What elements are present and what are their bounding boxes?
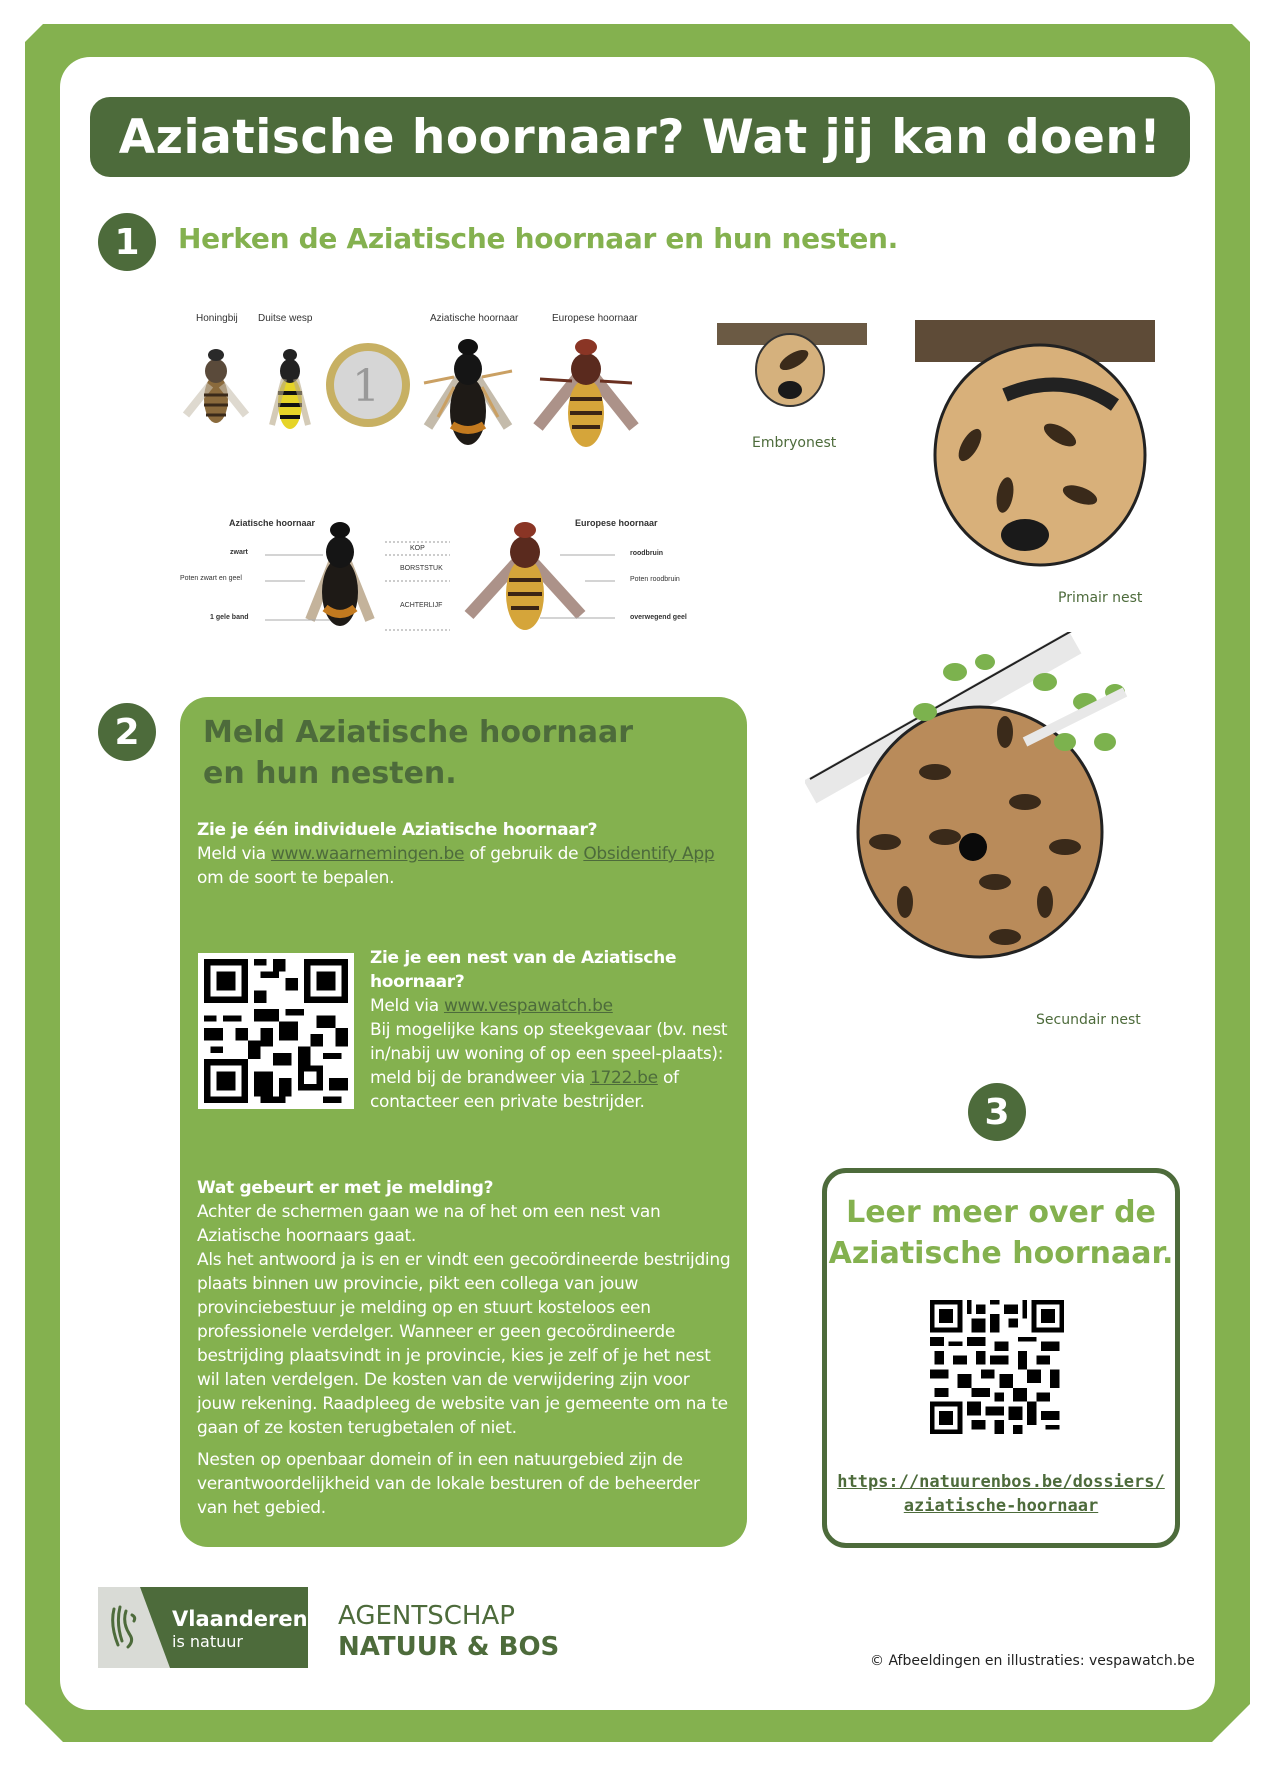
what-happens-question: Wat gebeurt er met je melding?	[197, 1178, 494, 1198]
natuurenbos-link-line-2[interactable]: aziatische-hoornaar	[903, 1496, 1099, 1516]
anatomy-right-title: Europese hoornaar	[575, 518, 658, 528]
waarnemingen-link[interactable]: www.waarnemingen.be	[270, 844, 465, 864]
nest-report-block	[370, 946, 732, 1114]
anatomy-left-label-1: zwart	[230, 549, 248, 556]
step-2-number: 2	[114, 711, 140, 753]
svg-text:1: 1	[352, 361, 380, 412]
image-copyright-notice: © Afbeeldingen en illustraties: vespawatch.be	[870, 1653, 1195, 1669]
what-happens-paragraph-3: Nesten op openbaar domein of in een natuurgebied zijn de verantwoordelijkheid van de lokale besturen of de beheerder van het gebied.	[197, 1450, 700, 1518]
agency-name-line-2: NATUUR & BOS	[338, 1632, 560, 1662]
step-3-heading-line-2: Aziatische hoornaar.	[828, 1236, 1174, 1271]
nest-danger-suffix: of contacteer een private bestrijder.	[370, 1068, 679, 1112]
secondary-nest-illustration	[805, 632, 1145, 972]
step-1-heading: Herken de Aziatische hoornaar en hun nesten.	[178, 222, 898, 255]
flemish-lion-icon	[108, 1605, 140, 1651]
vespawatch-qr-code[interactable]	[198, 953, 354, 1109]
natuurenbos-qr-code[interactable]	[930, 1300, 1064, 1434]
step-1-number: 1	[114, 221, 140, 263]
label-europese-hoornaar: Europese hoornaar	[552, 313, 638, 324]
nest-question: Zie je een nest van de Aziatische hoornaar?	[370, 948, 677, 992]
anatomy-comparison-diagram	[180, 500, 690, 645]
anatomy-left-title: Aziatische hoornaar	[229, 518, 316, 528]
anatomy-right-label-1: roodbruin	[630, 550, 664, 557]
label-duitse-wesp: Duitse wesp	[258, 313, 313, 324]
anatomy-center-label-3: ACHTERLIJF	[400, 602, 443, 609]
step-3-number: 3	[984, 1091, 1010, 1133]
individual-hornet-block	[197, 818, 732, 890]
caption-primair-nest: Primair nest	[1058, 590, 1143, 606]
brandweer-1722-link[interactable]: 1722.be	[590, 1068, 658, 1088]
obsidentify-link[interactable]: Obsidentify App	[583, 844, 715, 864]
step-2-heading	[203, 712, 633, 794]
page-title: Aziatische hoornaar? Wat jij kan doen!	[118, 109, 1162, 165]
insect-comparison-illustration	[178, 305, 668, 465]
what-happens-paragraph-1: Achter de schermen gaan we na of het om een nest van Aziatische hoornaars gaat.	[197, 1202, 661, 1246]
nest-text-prefix: Meld via	[370, 996, 444, 1016]
step-2-heading-line-1: Meld Aziatische hoornaar	[203, 715, 634, 750]
logo-is-natuur-text: is natuur	[172, 1632, 243, 1651]
label-aziatische-hoornaar: Aziatische hoornaar	[430, 313, 519, 324]
logo-vlaanderen-text: Vlaanderen	[172, 1607, 308, 1631]
step-3-heading-line-1: Leer meer over de	[846, 1195, 1156, 1230]
anatomy-center-label-1: KOP	[410, 545, 425, 552]
step-1-badge	[98, 213, 156, 271]
individual-text-suffix: om de soort te bepalen.	[197, 868, 395, 888]
step-2-badge	[98, 703, 156, 761]
anatomy-left-label-2: Poten zwart en geel	[180, 575, 242, 582]
agency-name-line-1: AGENTSCHAP	[338, 1601, 515, 1631]
step-3-badge	[968, 1083, 1026, 1141]
nest-danger-text: Bij mogelijke kans op steekgevaar (bv. nest in/nabij uw woning of op een speel-plaats): meld bij de brandweer via	[370, 1020, 728, 1088]
step-3-heading	[822, 1192, 1180, 1274]
individual-text-mid: of gebruik de	[464, 844, 584, 864]
vespawatch-link[interactable]: www.vespawatch.be	[443, 996, 613, 1016]
what-happens-paragraph-2: Als het antwoord ja is en er vindt een gecoördineerde bestrijding plaats binnen uw provincie, pikt een collega van jouw provinciebestuur je melding op en stuurt kosteloos een professionele verdelger. Wanneer er geen gecoördineerde bestrijding plaatsvindt in je provincie, kies je zelf of je het nest wil laten verdelgen. De kosten van de verwijdering zijn voor jouw rekening. Raadpleeg de website van je gemeente om na te gaan of ze kosten terugbetalen of niet.	[197, 1250, 731, 1438]
anatomy-center-label-2: BORSTSTUK	[400, 565, 443, 572]
primary-nest-illustration	[915, 315, 1155, 575]
title-banner	[90, 97, 1190, 177]
individual-text-prefix: Meld via	[197, 844, 271, 864]
insect-comparison-photo	[178, 305, 668, 465]
caption-secundair-nest: Secundair nest	[1036, 1012, 1141, 1028]
step-2-heading-line-2: en hun nesten.	[203, 756, 457, 791]
anatomy-right-label-3: overwegend geel	[630, 614, 687, 621]
vlaanderen-logo	[98, 1587, 308, 1668]
natuurenbos-link-line-1[interactable]: https://natuurenbos.be/dossiers/	[837, 1472, 1165, 1492]
anatomy-right-label-2: Poten roodbruin	[630, 576, 680, 583]
label-honingbij: Honingbij	[196, 313, 238, 324]
caption-embryonest: Embryonest	[752, 435, 837, 451]
natuurenbos-link[interactable]	[822, 1470, 1180, 1518]
individual-hornet-question: Zie je één individuele Aziatische hoornaar?	[197, 820, 598, 840]
anatomy-left-label-3: 1 gele band	[210, 614, 249, 621]
embryo-nest-illustration	[712, 318, 872, 418]
what-happens-block	[197, 1176, 732, 1520]
